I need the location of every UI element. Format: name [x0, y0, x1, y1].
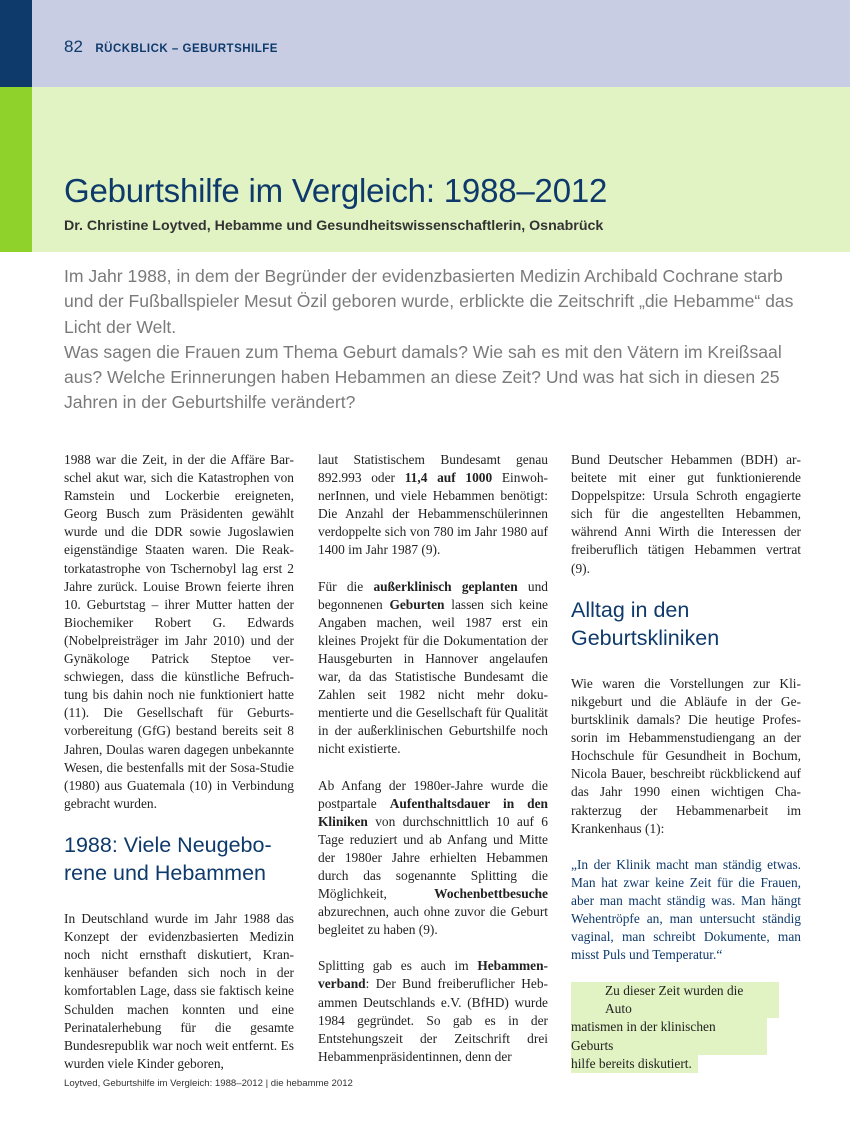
- text-run: und begonnenen: [318, 578, 548, 612]
- page-number: 82: [64, 37, 83, 56]
- bold-term: 11,4 auf 1000: [404, 470, 493, 486]
- column-3: [571, 451, 801, 1073]
- body-paragraph: [318, 957, 548, 1066]
- bold-term: Hebammenverband: [318, 958, 548, 992]
- bold-term: außerklinisch geplanten: [373, 578, 518, 594]
- highlight-line: hilfe bereits diskutiert.: [571, 1055, 698, 1073]
- text-run: lassen sich keine Angaben machen, weil 1987 erst ein kleines Projekt für die Dokumentation der Hausgeburten in Hannover angelaufen war, da das Statistische Bundesamt die Zahlen seit 1982 nicht mehr dokumentierte und die Gesellschaft für Qualität in der außerklinischen Geburtshilfe noch nicht existierte.: [318, 596, 548, 757]
- author-line: Dr. Christine Loytved, Hebamme und Gesundheitswissenschaftlerin, Osnabrück: [64, 218, 604, 234]
- highlight-line: matismen in der klinischen Geburts: [571, 1018, 767, 1054]
- title-accent-bar: [0, 87, 32, 252]
- bold-term: Aufenthaltsdauer in den Kliniken: [318, 795, 548, 829]
- text-run: Ab Anfang der 1980er-Jahre wurde die postpartale: [318, 777, 548, 811]
- body-paragraph: [318, 451, 548, 560]
- body-paragraph: 1988 war die Zeit, in der die Affäre Barschel akut war, sich die Katastrophen von Ramstein und Lockerbie ereigneten, Georg Busch zum Präsidenten gewählt wurde und die DDR sowie Jugoslawien eigenständige Staaten waren. Die Reaktorkatastrophe von Tschernobyl lag erst 2 Jahre zurück. Louise Brown feierte ihren 10. Geburtstag – ihrer Mutter hatten der Biochemiker Robert G. Edwards (Nobelpreisträger im Jahr 2010) und der Gynäkologe Patrick Steptoe verschwiegen, dass die künstliche Befruchtung bis dahin noch nie funktioniert hatte (11). Die Gesellschaft für Geburtsvorbereitung (GfG) bestand bereits seit 8 Jahren, Doulas waren dagegen unbekannte Wesen, die bestenfalls mit der Sosa-Studie (1980) aus Guatemala (10) in Verbindung gebracht wurden.: [64, 452, 294, 811]
- column-1: [64, 451, 294, 1091]
- running-header: [64, 37, 278, 57]
- text-run: : Der Bund freiberuflicher Hebammen Deutschlands e.V. (BfHD) wurde 1984 gegründet. So gab es in der Entstehungszeit der Zeitschrift drei Hebammenpräsidentinnen, denn der: [318, 976, 548, 1064]
- bold-term: Wochenbettbesuche: [434, 886, 548, 902]
- body-paragraph: In Deutschland wurde im Jahr 1988 das Konzept der evidenzbasierten Medizin noch nicht ernsthaft diskutiert, Krankenhäuser befanden sich noch in der komfortablen Lage, dass sie faktisch keine Schulden machen konnten und eine Perinatalerhebung für die gesamte Bundesrepublik war noch weit entfernt. Es wurden viele Kinder geboren,: [64, 911, 294, 1071]
- text-run: laut Statistischem Bundesamt genau 892.993 oder: [318, 452, 548, 486]
- bold-term: Geburten: [389, 596, 445, 612]
- text-run: abzurechnen, auch ohne zuvor die Geburt begleitet zu haben (9).: [318, 904, 548, 938]
- header-accent-bar: [0, 0, 32, 87]
- highlight-line: Zu dieser Zeit wurden die Auto: [571, 982, 779, 1018]
- text-run: Splitting gab es auch im: [318, 958, 478, 974]
- lead-paragraph: Was sagen die Frauen zum Thema Geburt damals? Wie sah es mit den Vätern im Kreißsaal aus? Welche Erinnerungen haben Hebammen an diese Zeit? Und was hat sich in diesen 25 Jahren in der Geburtshilfe verändert?: [64, 341, 782, 413]
- highlighted-callout: [571, 982, 801, 1072]
- text-run: Für die: [318, 578, 374, 594]
- quote-paragraph: „In der Klinik macht man ständig etwas. Man hat zwar keine Zeit für die Frauen, aber man macht ständig was. Man hängt Wehentröpfe an, man untersucht ständig vaginal, man schreibt Dokumente, man misst Puls und Temperatur.“: [571, 856, 801, 963]
- section-label: RÜCKBLICK – GEBURTSHILFE: [95, 43, 278, 55]
- lead-paragraph: Im Jahr 1988, in dem der Begründer der evidenzbasierten Medizin Archibald Cochrane starb und der Fußballspieler Mesut Özil geboren wurde, erblickte die Zeitschrift „die Hebamme“ das Licht der Welt.: [64, 266, 794, 337]
- text-run: EinwohnerInnen, und viele Hebammen benötigt: Die Anzahl der Hebammenschülerinnen verdoppelte sich von 780 im Jahr 1980 auf 1400 im Jahr 1987 (9).: [318, 470, 548, 558]
- body-paragraph: Wie waren die Vorstellungen zur Klinikgeburt und die Abläufe in der Geburtsklinik damals? Die heutige Professorin im Hebammenstudiengang an der Hochschule für Gesundheit in Bochum, Nicola Bauer, beschreibt rückblickend auf das Jahr 1990 einen wichtigen Charakterzug der Hebammenarbeit im Krankenhaus (1):: [571, 675, 801, 836]
- page-footer: Loytved, Geburtshilfe im Vergleich: 1988–2012 | die hebamme 2012: [64, 1078, 353, 1089]
- body-paragraph: [318, 578, 548, 759]
- column-2: [318, 451, 548, 1084]
- lead-text: [64, 264, 794, 416]
- body-paragraph: Bund Deutscher Hebammen (BDH) arbeitete mit einer gut funktionierende Doppelspitze: Ursula Schroth engagierte sich für die angestellten Hebammen, während Anni Wirth die Interessen der freiberuflich tätigen Hebammen vertrat (9).: [571, 452, 801, 576]
- section-heading: Alltag in den Geburtskliniken: [571, 597, 720, 651]
- text-run: von durchschnittlich 10 auf 6 Tage reduziert und ab Anfang und Mitte der 1980er Jahre erhielten Hebammen durch das sogenannte Splitting die Möglichkeit,: [318, 813, 548, 902]
- body-paragraph: [318, 777, 548, 940]
- article-title: Geburtshilfe im Vergleich: 1988–2012: [64, 172, 608, 209]
- section-heading: 1988: Viele Neugeborene und Hebammen: [64, 832, 272, 886]
